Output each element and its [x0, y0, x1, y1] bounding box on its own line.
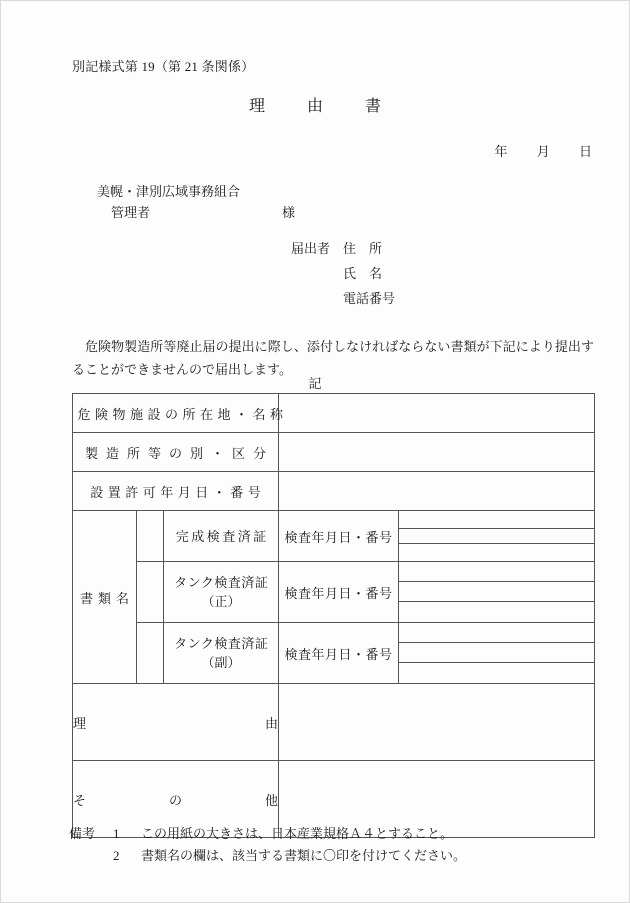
reason-label-left: 理 [73, 715, 87, 731]
reason-label [73, 684, 279, 761]
page-title: 理 由 書 [248, 98, 394, 115]
entry-line[interactable] [399, 582, 594, 602]
document-item-row [73, 562, 595, 623]
permit-date-label: 設置許可年月日・番号 [73, 472, 279, 511]
other-label-mid: の [169, 792, 183, 808]
document-mark-cell-1[interactable] [137, 511, 164, 562]
addressee-organization: 美幌・津別広域事務組合 [97, 184, 241, 199]
body-paragraph: 危険物製造所等廃止届の提出に際し、添付しなければならない書類が下記により提出することができませんので届出します。 [72, 339, 594, 377]
facility-type-value[interactable] [279, 433, 595, 472]
table-row [73, 472, 595, 511]
document-item-row [73, 623, 595, 684]
entry-line[interactable] [399, 623, 594, 643]
permit-date-value[interactable] [279, 472, 595, 511]
date-day-label: 日 [578, 144, 592, 159]
entry-line[interactable] [399, 562, 594, 582]
entry-line[interactable] [399, 643, 594, 663]
applicant-prefix: 届出者 [291, 241, 331, 256]
document-name-1: 完成検査済証 [164, 511, 279, 562]
inspection-entry-lines-1[interactable] [399, 511, 595, 562]
facility-type-label: 製造所等の別・区分 [73, 433, 279, 472]
document-mark-cell-3[interactable] [137, 623, 164, 684]
entry-line[interactable] [399, 602, 594, 622]
applicant-name-label: 氏 名 [343, 266, 383, 281]
entry-line[interactable] [399, 663, 594, 683]
applicant-block [291, 236, 443, 311]
applicant-phone-label: 電話番号 [343, 291, 396, 306]
note-row [69, 823, 466, 845]
applicant-address-row [291, 236, 443, 261]
table-row [73, 684, 595, 761]
note-row [69, 845, 466, 867]
facility-location-label: 危険物施設の所在地・名称 [73, 394, 279, 433]
document-name-2: タンク検査済証 （正） [164, 562, 279, 623]
applicant-name-row [291, 261, 443, 286]
other-label-right: 他 [265, 792, 279, 808]
applicant-phone-row [291, 286, 443, 311]
table-row [73, 433, 595, 472]
note-number: 2 [113, 848, 120, 863]
other-label-left: そ [73, 792, 87, 808]
addressee-role: 管理者 [111, 205, 151, 220]
notes-heading: 備考 [69, 826, 96, 841]
main-form-table [72, 393, 595, 838]
inspection-entry-lines-3[interactable] [399, 623, 595, 684]
note-number: 1 [113, 826, 120, 841]
inspection-label-3: 検査年月日・番号 [279, 623, 399, 684]
documents-section-label: 書類名 [73, 511, 137, 684]
table-row [73, 394, 595, 433]
addressee-role-row [97, 202, 295, 223]
ki-marker: 記 [308, 376, 322, 391]
date-year-label: 年 [494, 144, 508, 159]
entry-line[interactable] [399, 529, 594, 544]
date-month-label: 月 [536, 144, 550, 159]
footer-notes [69, 823, 466, 867]
date-line [494, 141, 592, 160]
reason-label-right: 由 [265, 715, 279, 731]
addressee-block [97, 181, 295, 223]
document-item-row [73, 511, 595, 562]
entry-line[interactable] [399, 514, 594, 529]
document-mark-cell-2[interactable] [137, 562, 164, 623]
entry-line[interactable] [399, 544, 594, 559]
inspection-entry-lines-2[interactable] [399, 562, 595, 623]
reason-value[interactable] [279, 684, 595, 761]
note-text: 書類名の欄は、該当する書類に〇印を付けてください。 [141, 848, 467, 863]
document-name-3: タンク検査済証 （副） [164, 623, 279, 684]
inspection-label-2: 検査年月日・番号 [279, 562, 399, 623]
addressee-honorific: 様 [282, 205, 296, 220]
form-number: 別記様式第 19（第 21 条関係） [72, 59, 255, 74]
facility-location-value[interactable] [279, 394, 595, 433]
note-text: この用紙の大きさは、日本産業規格Ａ４とすること。 [141, 826, 454, 841]
applicant-address-label: 住 所 [343, 241, 383, 256]
inspection-label-1: 検査年月日・番号 [279, 511, 399, 562]
